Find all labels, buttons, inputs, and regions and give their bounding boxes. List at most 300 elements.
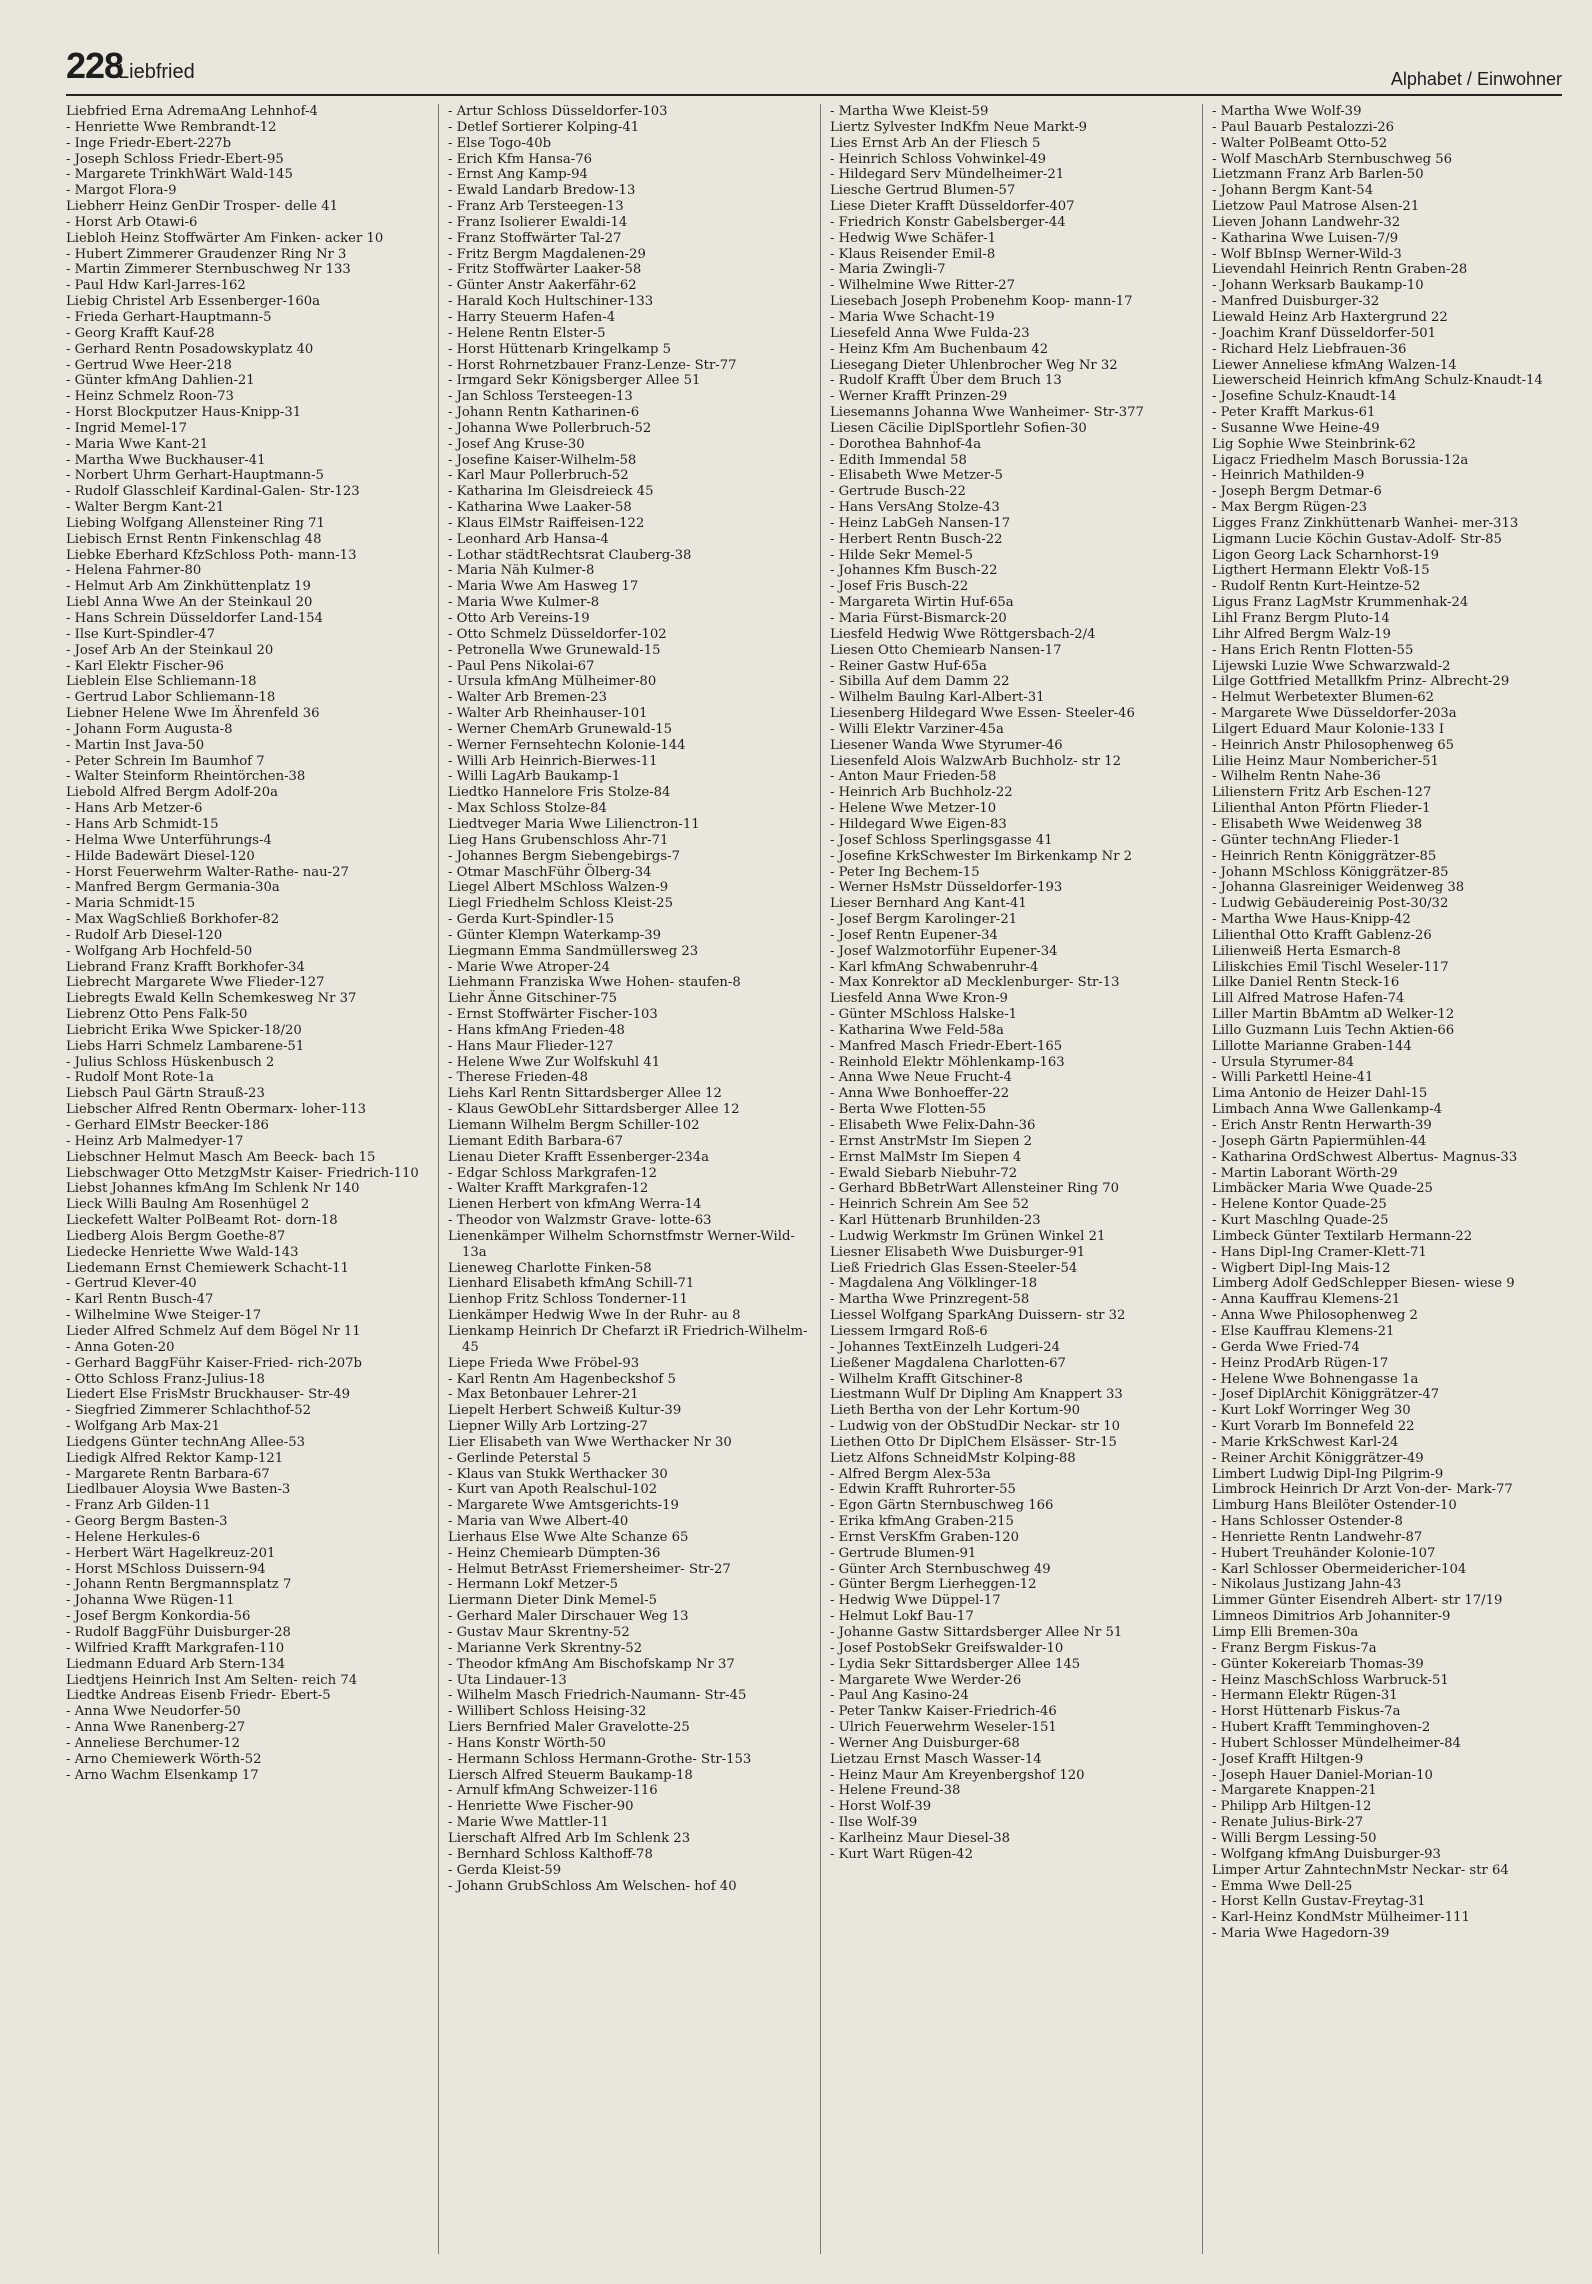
directory-entry: - Reinhold Elektr Möhlenkamp-163 — [830, 1054, 1065, 1070]
directory-entry: - Hans Erich Rentn Flotten-55 — [1212, 642, 1414, 658]
column-3 — [830, 104, 1194, 2264]
directory-entry: Ligon Georg Lack Scharnhorst-19 — [1212, 547, 1440, 563]
directory-entry: - Horst MSchloss Duissern-94 — [66, 1561, 266, 1577]
directory-entry: - Margarete Wwe Amtsgerichts-19 — [448, 1498, 679, 1514]
directory-entry: - Anton Maur Frieden-58 — [830, 769, 997, 785]
directory-entry: - Franz Isolierer Ewaldi-14 — [448, 214, 628, 230]
directory-entry: Liesen Otto Chemiearb Nansen-17 — [830, 642, 1062, 658]
directory-entry: - Rudolf BaggFühr Duisburger-28 — [66, 1625, 291, 1640]
directory-entry: - Hans Arb Schmidt-15 — [66, 816, 219, 832]
column-divider — [820, 104, 821, 2254]
directory-entry: - Hilde Badewärt Diesel-120 — [66, 848, 255, 864]
directory-entry: Liesen Cäcilie DiplSportlehr Sofien-30 — [830, 420, 1087, 436]
directory-entry: - Uta Lindauer-13 — [448, 1672, 567, 1688]
directory-entry: Lienkämper Hedwig Wwe In der Ruhr- au 8 — [448, 1308, 741, 1324]
directory-entry: Liebherr Heinz GenDir Trosper- delle 41 — [66, 199, 339, 215]
directory-entry: - Reiner Archit Königgrätzer-49 — [1212, 1450, 1424, 1466]
directory-entry: Liehmann Franziska Wwe Hohen- staufen-8 — [448, 975, 741, 991]
directory-entry: - Arno Chemiewerk Wörth-52 — [66, 1751, 262, 1767]
directory-entry: Liedmann Eduard Arb Stern-134 — [66, 1656, 286, 1672]
directory-entry: - Gertrud Labor Schliemann-18 — [66, 690, 276, 706]
directory-entry: Lilgert Eduard Maur Kolonie-133 I — [1212, 721, 1445, 737]
directory-entry: - Martha Wwe Wolf-39 — [1212, 104, 1362, 119]
directory-entry: - Ewald Landarb Bredow-13 — [448, 183, 636, 199]
directory-entry: Lieth Bertha von der Lehr Kortum-90 — [830, 1403, 1081, 1419]
directory-entry: - Elisabeth Wwe Felix-Dahn-36 — [830, 1118, 1036, 1133]
directory-entry: - Hans Maur Flieder-127 — [448, 1038, 614, 1054]
directory-entry: - Erich Anstr Rentn Herwarth-39 — [1212, 1118, 1432, 1133]
directory-entry: Liedigk Alfred Rektor Kamp-121 — [66, 1450, 284, 1466]
directory-entry: Lijewski Luzie Wwe Schwarzwald-2 — [1212, 658, 1451, 674]
directory-entry: - Ernst MalMstr Im Siepen 4 — [830, 1149, 1022, 1165]
directory-entry: Lilke Daniel Rentn Steck-16 — [1212, 975, 1400, 991]
directory-entry: - Johann Rentn Bergmannsplatz 7 — [66, 1577, 292, 1593]
directory-entry: - Helene Freund-38 — [830, 1783, 961, 1799]
directory-entry: - Klaus van Stukk Werthacker 30 — [448, 1466, 668, 1482]
directory-entry: - Gerhard BaggFühr Kaiser-Fried- rich-207b — [66, 1355, 362, 1371]
directory-entry: Lillo Guzmann Luis Techn Aktien-66 — [1212, 1022, 1455, 1038]
directory-entry: - Hans Schlosser Ostender-8 — [1212, 1514, 1403, 1530]
directory-entry: - Heinrich Schloss Vohwinkel-49 — [830, 151, 1047, 167]
header-rule — [66, 94, 1562, 96]
column-2 — [448, 104, 812, 2264]
directory-entry: - Arno Wachm Elsenkamp 17 — [66, 1767, 259, 1783]
directory-entry: - Egon Gärtn Sternbuschweg 166 — [830, 1498, 1054, 1514]
directory-entry: Liesenfeld Alois WalzwArb Buchholz- str 12 — [830, 753, 1122, 769]
directory-entry: - Gerlinde Peterstal 5 — [448, 1450, 591, 1466]
directory-entry: Liessel Wolfgang SparkAng Duissern- str 32 — [830, 1308, 1126, 1324]
directory-entry: - Ernst AnstrMstr Im Siepen 2 — [830, 1133, 1033, 1149]
directory-entry: - Peter Krafft Markus-61 — [1212, 405, 1376, 421]
directory-entry: Liepner Willy Arb Lortzing-27 — [448, 1419, 648, 1435]
directory-entry: Lienen Herbert von kfmAng Werra-14 — [448, 1197, 702, 1213]
directory-entry: Lietzow Paul Matrose Alsen-21 — [1212, 199, 1420, 215]
directory-entry: Liedtko Hannelore Fris Stolze-84 — [448, 785, 671, 801]
directory-entry: - Willibert Schloss Heising-32 — [448, 1704, 647, 1720]
directory-entry: - Friedrich Konstr Gabelsberger-44 — [830, 214, 1066, 230]
directory-entry: Lilie Heinz Maur Nombericher-51 — [1212, 753, 1439, 769]
directory-entry: - Harry Steuerm Hafen-4 — [448, 309, 616, 325]
directory-entry: - Erich Kfm Hansa-76 — [448, 151, 593, 167]
directory-entry: - Katharina OrdSchwest Albertus- Magnus-33 — [1212, 1149, 1518, 1165]
directory-entry: - Klaus ElMstr Raiffeisen-122 — [448, 515, 645, 531]
directory-entry: - Helene Wwe Bohnengasse 1a — [1212, 1371, 1419, 1387]
directory-entry: Liebregts Ewald Kelln Schemkesweg Nr 37 — [66, 991, 357, 1007]
directory-entry: - Horst Wolf-39 — [830, 1799, 932, 1815]
directory-entry: - Herbert Wärt Hagelkreuz-201 — [66, 1545, 276, 1561]
directory-entry: Liewerscheid Heinrich kfmAng Schulz-Knaudt-14 — [1212, 373, 1543, 389]
directory-entry: - Ernst Ang Kamp-94 — [448, 167, 588, 183]
directory-entry: Lies Ernst Arb An der Fliesch 5 — [830, 135, 1041, 151]
directory-entry: Liebst Johannes kfmAng Im Schlenk Nr 140 — [66, 1181, 360, 1197]
directory-entry: - Wolfgang Arb Max-21 — [66, 1419, 221, 1435]
directory-entry: - Helene Herkules-6 — [66, 1529, 201, 1545]
directory-entry: - Peter Tankw Kaiser-Friedrich-46 — [830, 1704, 1057, 1720]
directory-entry: - Günter Arch Sternbuschweg 49 — [830, 1561, 1051, 1577]
directory-entry: - Otto Schmelz Düsseldorfer-102 — [448, 626, 667, 642]
directory-entry: - Hermann Schloss Hermann-Grothe- Str-153 — [448, 1751, 752, 1767]
directory-entry: Lierschaft Alfred Arb Im Schlenk 23 — [448, 1830, 691, 1846]
directory-entry: Liebold Alfred Bergm Adolf-20a — [66, 785, 278, 801]
directory-entry: - Johann Werksarb Baukamp-10 — [1212, 278, 1424, 294]
directory-entry: Limp Elli Bremen-30a — [1212, 1625, 1359, 1640]
directory-entry: Liegl Friedhelm Schloss Kleist-25 — [448, 896, 673, 912]
directory-entry: - Helmut Arb Am Zinkhüttenplatz 19 — [66, 579, 311, 595]
directory-entry: - Georg Krafft Kauf-28 — [66, 325, 215, 341]
directory-entry: - Hubert Schlosser Mündelheimer-84 — [1212, 1735, 1461, 1751]
directory-entry: Liebner Helene Wwe Im Ährenfeld 36 — [66, 706, 320, 722]
directory-entry: - Henriette Wwe Rembrandt-12 — [66, 119, 277, 135]
directory-entry: Lillotte Marianne Graben-144 — [1212, 1038, 1412, 1054]
directory-entry: Liebig Christel Arb Essenberger-160a — [66, 294, 320, 310]
directory-entry: - Margarete Knappen-21 — [1212, 1783, 1377, 1799]
directory-entry: - Werner HsMstr Düsseldorfer-193 — [830, 880, 1063, 896]
directory-entry: Liepe Frieda Wwe Fröbel-93 — [448, 1355, 640, 1371]
page-heading: Liebfried — [118, 61, 195, 83]
directory-entry: - Gertrude Blumen-91 — [830, 1545, 977, 1561]
directory-entry: - Willi Elektr Varziner-45a — [830, 721, 1004, 737]
directory-entry: - Susanne Wwe Heine-49 — [1212, 420, 1380, 436]
directory-entry: - Wilhelmine Wwe Steiger-17 — [66, 1308, 262, 1324]
directory-entry: - Günter technAng Flieder-1 — [1212, 832, 1401, 848]
directory-entry: - Martha Wwe Haus-Knipp-42 — [1212, 912, 1411, 928]
directory-entry: - Franz Stoffwärter Tal-27 — [448, 230, 622, 246]
column-divider — [1202, 104, 1203, 2254]
directory-entry: - Anna Wwe Philosophenweg 2 — [1212, 1308, 1418, 1324]
directory-entry: - Hilde Sekr Memel-5 — [830, 547, 974, 563]
directory-entry: Liestmann Wulf Dr Dipling Am Knappert 33 — [830, 1387, 1123, 1403]
directory-entry: - Josef PostobSekr Greifswalder-10 — [830, 1640, 1064, 1656]
directory-entry: - Kurt van Apoth Realschul-102 — [448, 1482, 658, 1498]
directory-entry: - Julius Schloss Hüskenbusch 2 — [66, 1054, 275, 1070]
directory-entry: Lilienthal Otto Krafft Gablenz-26 — [1212, 927, 1432, 943]
directory-entry: - Anna Wwe Neudorfer-50 — [66, 1704, 241, 1720]
directory-entry: - Günter Kokereiarb Thomas-39 — [1212, 1656, 1424, 1672]
directory-entry: - Rudolf Rentn Kurt-Heintze-52 — [1212, 579, 1421, 595]
directory-entry: - Katharina Im Gleisdreieck 45 — [448, 484, 654, 500]
directory-entry: - Edith Immendal 58 — [830, 452, 967, 468]
directory-entry: Liesegang Dieter Uhlenbrocher Weg Nr 32 — [830, 357, 1118, 373]
directory-entry: Lig Sophie Wwe Steinbrink-62 — [1212, 436, 1416, 452]
directory-entry: - Martin Laborant Wörth-29 — [1212, 1165, 1398, 1181]
directory-entry: - Bernhard Schloss Kalthoff-78 — [448, 1846, 653, 1862]
directory-entry: - Fritz Stoffwärter Laaker-58 — [448, 262, 642, 278]
directory-entry: - Katharina Wwe Feld-58a — [830, 1022, 1004, 1038]
directory-entry: - Helene Kontor Quade-25 — [1212, 1197, 1387, 1213]
directory-entry: Lienenkämper Wilhelm Schornstfmstr Werner-Wild-13a — [448, 1228, 795, 1260]
directory-entry: Limper Artur ZahntechnMstr Neckar- str 64 — [1212, 1862, 1509, 1878]
directory-entry: - Günter Bergm Lierheggen-12 — [830, 1577, 1037, 1593]
directory-entry: - Franz Arb Tersteegen-13 — [448, 199, 624, 215]
directory-entry: - Fritz Bergm Magdalenen-29 — [448, 246, 646, 262]
directory-entry: - Artur Schloss Düsseldorfer-103 — [448, 104, 668, 119]
directory-entry: - Heinz Maur Am Kreyenbergshof 120 — [830, 1767, 1085, 1783]
directory-entry: - Gerhard Maler Dirschauer Weg 13 — [448, 1609, 689, 1625]
directory-entry: Ligmann Lucie Köchin Gustav-Adolf- Str-85 — [1212, 531, 1502, 547]
directory-entry: - Gerda Kleist-59 — [448, 1862, 562, 1878]
directory-entry: Ligacz Friedhelm Masch Borussia-12a — [1212, 452, 1469, 468]
page-number: 228 — [66, 45, 124, 86]
directory-entry: Lihl Franz Bergm Pluto-14 — [1212, 611, 1390, 626]
directory-entry: - Gerhard Rentn Posadowskyplatz 40 — [66, 341, 314, 357]
directory-entry: - Wilhelm Rentn Nahe-36 — [1212, 769, 1381, 785]
directory-entry: Lienau Dieter Krafft Essenberger-234a — [448, 1149, 709, 1165]
directory-entry: - Anneliese Berchumer-12 — [66, 1735, 240, 1751]
directory-entry: - Sibilla Auf dem Damm 22 — [830, 674, 1010, 690]
directory-entry: - Irmgard Sekr Königsberger Allee 51 — [448, 373, 701, 389]
directory-entry: Liesfeld Hedwig Wwe Röttgersbach-2/4 — [830, 626, 1096, 642]
directory-entry: - Ingrid Memel-17 — [66, 420, 188, 436]
directory-entry: Lienhard Elisabeth kfmAng Schill-71 — [448, 1276, 695, 1292]
directory-entry: Lilienthal Anton Pförtn Flieder-1 — [1212, 801, 1431, 817]
directory-entry: Liewald Heinz Arb Haxtergrund 22 — [1212, 309, 1448, 325]
directory-entry: - Ursula kfmAng Mülheimer-80 — [448, 674, 657, 690]
directory-entry: Limburg Hans Bleilöter Ostender-10 — [1212, 1498, 1457, 1514]
directory-entry: - Hans kfmAng Frieden-48 — [448, 1022, 625, 1038]
directory-entry: - Helena Fahrner-80 — [66, 563, 202, 579]
directory-entry: Lilge Gottfried Metallkfm Prinz- Albrecht-29 — [1212, 674, 1510, 690]
directory-entry: - Gerda Kurt-Spindler-15 — [448, 912, 615, 928]
directory-entry: - Erika kfmAng Graben-215 — [830, 1514, 1014, 1530]
directory-entry: - Norbert Uhrm Gerhart-Hauptmann-5 — [66, 468, 324, 484]
directory-entry: Liessem Irmgard Roß-6 — [830, 1323, 988, 1339]
directory-entry: - Philipp Arb Hiltgen-12 — [1212, 1799, 1372, 1815]
directory-entry: - Johann Bergm Kant-54 — [1212, 183, 1374, 199]
directory-entry: - Werner Ang Duisburger-68 — [830, 1735, 1020, 1751]
directory-entry: Liedgens Günter technAng Allee-53 — [66, 1434, 305, 1450]
directory-entry: Liertz Sylvester IndKfm Neue Markt-9 — [830, 119, 1088, 135]
directory-entry: Liesener Wanda Wwe Styrumer-46 — [830, 737, 1063, 753]
directory-entry: - Petronella Wwe Grunewald-15 — [448, 642, 661, 658]
column-divider — [438, 104, 439, 2254]
directory-entry: - Johanna Glasreiniger Weidenweg 38 — [1212, 880, 1465, 896]
directory-entry: - Günter Anstr Aakerfähr-62 — [448, 278, 637, 294]
directory-columns — [66, 104, 1562, 2264]
directory-entry: Liers Bernfried Maler Gravelotte-25 — [448, 1720, 690, 1736]
directory-entry: - Wilfried Krafft Markgrafen-110 — [66, 1640, 285, 1656]
directory-entry: - Harald Koch Hultschiner-133 — [448, 294, 654, 310]
directory-entry: - Karl Rentn Am Hagenbeckshof 5 — [448, 1371, 676, 1387]
directory-entry: - Manfred Masch Friedr-Ebert-165 — [830, 1038, 1063, 1054]
column-1 — [66, 104, 430, 2264]
directory-entry: - Walter Bergm Kant-21 — [66, 500, 225, 516]
directory-entry: - Helene Wwe Zur Wolfskuhl 41 — [448, 1054, 661, 1070]
directory-entry: - Anna Wwe Ranenberg-27 — [66, 1720, 246, 1736]
directory-entry: Liebrenz Otto Pens Falk-50 — [66, 1007, 248, 1023]
directory-entry: - Helmut Werbetexter Blumen-62 — [1212, 690, 1435, 706]
directory-entry: Lieneweg Charlotte Finken-58 — [448, 1260, 652, 1276]
directory-entry: Liehr Änne Gitschiner-75 — [448, 991, 618, 1007]
directory-entry: - Gerda Wwe Fried-74 — [1212, 1339, 1360, 1355]
directory-entry: - Hubert Treuhänder Kolonie-107 — [1212, 1545, 1436, 1561]
directory-entry: Liersch Alfred Steuerm Baukamp-18 — [448, 1767, 693, 1783]
directory-entry: - Maria Wwe Kant-21 — [66, 436, 209, 452]
directory-entry: - Johannes Kfm Busch-22 — [830, 563, 998, 579]
directory-entry: - Margareta Wirtin Huf-65a — [830, 595, 1014, 611]
directory-entry: - Josef Schloss Sperlingsgasse 41 — [830, 832, 1053, 848]
directory-entry: - Heinrich Mathilden-9 — [1212, 468, 1365, 484]
directory-entry: - Ludwig Gebäudereinig Post-30/32 — [1212, 896, 1449, 912]
directory-entry: - Wilhelmine Wwe Ritter-27 — [830, 278, 1016, 294]
directory-entry: - Wolf MaschArb Sternbuschweg 56 — [1212, 151, 1453, 167]
directory-entry: - Gustav Maur Skrentny-52 — [448, 1625, 630, 1640]
directory-entry: - Marianne Verk Skrentny-52 — [448, 1640, 643, 1656]
directory-entry: - Katharina Wwe Luisen-7/9 — [1212, 230, 1399, 246]
directory-entry: - Georg Bergm Basten-3 — [66, 1514, 228, 1530]
directory-entry: - Wolfgang kfmAng Duisburger-93 — [1212, 1846, 1441, 1862]
directory-entry: Ließ Friedrich Glas Essen-Steeler-54 — [830, 1260, 1078, 1276]
directory-entry: - Heinz Kfm Am Buchenbaum 42 — [830, 341, 1049, 357]
directory-entry: - Rudolf Glasschleif Kardinal-Galen- Str-123 — [66, 484, 360, 500]
directory-entry: - Willi Arb Heinrich-Bierwes-11 — [448, 753, 658, 769]
directory-entry: - Johann Rentn Katharinen-6 — [448, 405, 640, 421]
directory-entry: - Helma Wwe Unterführungs-4 — [66, 832, 272, 848]
directory-entry: - Anna Kauffrau Klemens-21 — [1212, 1292, 1401, 1308]
directory-entry: - Alfred Bergm Alex-53a — [830, 1466, 991, 1482]
directory-entry: Liedberg Alois Bergm Goethe-87 — [66, 1228, 286, 1244]
directory-entry: Lieg Hans Grubenschloss Ahr-71 — [448, 832, 669, 848]
directory-entry: - Horst Rohrnetzbauer Franz-Lenze- Str-77 — [448, 357, 737, 373]
directory-entry: - Wigbert Dipl-Ing Mais-12 — [1212, 1260, 1391, 1276]
directory-entry: Limbrock Heinrich Dr Arzt Von-der- Mark-77 — [1212, 1482, 1513, 1498]
directory-entry: - Karl-Heinz KondMstr Mülheimer-111 — [1212, 1910, 1470, 1926]
directory-entry: - Peter Ing Bechem-15 — [830, 864, 980, 880]
directory-entry: Liedtveger Maria Wwe Lilienctron-11 — [448, 816, 700, 832]
directory-entry: - Marie KrkSchwest Karl-24 — [1212, 1434, 1399, 1450]
directory-entry: - Max Konrektor aD Mecklenburger- Str-13 — [830, 975, 1120, 991]
directory-entry: - Edgar Schloss Markgrafen-12 — [448, 1165, 657, 1181]
directory-entry: Liegmann Emma Sandmüllersweg 23 — [448, 943, 699, 959]
directory-entry: - Hans Dipl-Ing Cramer-Klett-71 — [1212, 1244, 1427, 1260]
directory-entry: - Rudolf Arb Diesel-120 — [66, 927, 223, 943]
directory-entry: - Werner ChemArb Grunewald-15 — [448, 721, 673, 737]
directory-entry: - Manfred Duisburger-32 — [1212, 294, 1380, 310]
directory-entry: - Margarete Wwe Werder-26 — [830, 1672, 1022, 1688]
directory-entry: - Hermann Lokf Metzer-5 — [448, 1577, 619, 1593]
directory-entry: - Heinrich Schrein Am See 52 — [830, 1197, 1030, 1213]
directory-entry: Liebloh Heinz Stoffwärter Am Finken- acker 10 — [66, 230, 384, 246]
directory-entry: - Gerhard BbBetrWart Allensteiner Ring 70 — [830, 1181, 1120, 1197]
directory-entry: - Maria Näh Kulmer-8 — [448, 563, 595, 579]
directory-entry: - Hedwig Wwe Düppel-17 — [830, 1593, 1001, 1609]
directory-entry: - Max WagSchließ Borkhofer-82 — [66, 912, 280, 928]
directory-entry: - Karl Elektr Fischer-96 — [66, 658, 224, 674]
directory-entry: - Karl Hüttenarb Brunhilden-23 — [830, 1213, 1041, 1229]
directory-entry: Liebsch Paul Gärtn Strauß-23 — [66, 1086, 265, 1102]
directory-entry: - Wolfgang Arb Hochfeld-50 — [66, 943, 253, 959]
directory-entry: - Maria Fürst-Bismarck-20 — [830, 611, 1007, 626]
directory-entry: Liebs Harri Schmelz Lambarene-51 — [66, 1038, 305, 1054]
directory-entry: - Johann GrubSchloss Am Welschen- hof 40 — [448, 1878, 737, 1894]
directory-entry: Lievendahl Heinrich Rentn Graben-28 — [1212, 262, 1468, 278]
directory-entry: - Gertrud Wwe Heer-218 — [66, 357, 232, 373]
directory-entry: Liepelt Herbert Schweiß Kultur-39 — [448, 1403, 682, 1419]
directory-entry: - Ernst VersKfm Graben-120 — [830, 1529, 1020, 1545]
directory-entry: - Ilse Wolf-39 — [830, 1815, 918, 1831]
directory-entry: - Theodor von Walzmstr Grave- lotte-63 — [448, 1213, 712, 1229]
directory-entry: - Otto Arb Vereins-19 — [448, 611, 590, 626]
directory-entry: Liebing Wolfgang Allensteiner Ring 71 — [66, 515, 325, 531]
directory-entry: - Frieda Gerhart-Hauptmann-5 — [66, 309, 272, 325]
directory-entry: - Manfred Bergm Germania-30a — [66, 880, 280, 896]
directory-entry: Liedecke Henriette Wwe Wald-143 — [66, 1244, 299, 1260]
directory-entry: - Heinz Schmelz Roon-73 — [66, 389, 234, 405]
directory-entry: - Heinz ProdArb Rügen-17 — [1212, 1355, 1389, 1371]
directory-entry: Lieser Bernhard Ang Kant-41 — [830, 896, 1027, 912]
directory-entry: Lietz Alfons SchneidMstr Kolping-88 — [830, 1450, 1076, 1466]
directory-entry: - Margarete Rentn Barbara-67 — [66, 1466, 270, 1482]
directory-entry: - Max Bergm Rügen-23 — [1212, 500, 1367, 516]
directory-entry: - Johann MSchloss Königgrätzer-85 — [1212, 864, 1449, 880]
directory-entry: - Dorothea Bahnhof-4a — [830, 436, 982, 452]
directory-entry: - Hans VersAng Stolze-43 — [830, 500, 1000, 516]
directory-entry: Liesebach Joseph Probenehm Koop- mann-17 — [830, 294, 1133, 310]
directory-entry: - Josef Arb An der Steinkaul 20 — [66, 642, 274, 658]
directory-entry: - Max Schloss Stolze-84 — [448, 801, 607, 817]
directory-entry: - Walter Arb Rheinhauser-101 — [448, 706, 648, 722]
directory-entry: - Hildegard Serv Mündelheimer-21 — [830, 167, 1065, 183]
directory-entry: - Wolf BbInsp Werner-Wild-3 — [1212, 246, 1402, 262]
directory-entry: - Werner Krafft Prinzen-29 — [830, 389, 1008, 405]
directory-entry: Liedtjens Heinrich Inst Am Selten- reich 74 — [66, 1672, 358, 1688]
directory-entry: Lier Elisabeth van Wwe Werthacker Nr 30 — [448, 1434, 732, 1450]
directory-entry: - Johann Form Augusta-8 — [66, 721, 233, 737]
directory-entry: - Joseph Hauer Daniel-Morian-10 — [1212, 1767, 1433, 1783]
directory-entry: - Maria Zwingli-7 — [830, 262, 946, 278]
directory-entry: - Wilhelm Krafft Gitschiner-8 — [830, 1371, 1023, 1387]
directory-entry: Limbeck Günter Textilarb Hermann-22 — [1212, 1228, 1473, 1244]
directory-entry: - Horst Arb Otawi-6 — [66, 214, 198, 230]
directory-entry: - Kurt Wart Rügen-42 — [830, 1846, 973, 1862]
directory-entry: - Herbert Rentn Busch-22 — [830, 531, 1003, 547]
directory-entry: - Maria Wwe Am Hasweg 17 — [448, 579, 639, 595]
directory-entry: - Emma Wwe Dell-25 — [1212, 1878, 1353, 1894]
directory-entry: Lilienweiß Herta Esmarch-8 — [1212, 943, 1401, 959]
directory-entry: - Willi Parkettl Heine-41 — [1212, 1070, 1374, 1086]
directory-entry: - Marie Wwe Atroper-24 — [448, 959, 610, 975]
directory-entry: Liedtke Andreas Eisenb Friedr- Ebert-5 — [66, 1688, 331, 1704]
directory-entry: - Karl kfmAng Schwabenruhr-4 — [830, 959, 1039, 975]
directory-entry: - Heinrich Anstr Philosophenweg 65 — [1212, 737, 1455, 753]
directory-entry: - Johanne Gastw Sittardsberger Allee Nr 51 — [830, 1625, 1123, 1640]
directory-entry: - Richard Helz Liebfrauen-36 — [1212, 341, 1407, 357]
directory-entry: - Paul Pens Nikolai-67 — [448, 658, 595, 674]
directory-entry: - Rudolf Mont Rote-1a — [66, 1070, 214, 1086]
directory-entry: - Horst Hüttenarb Fiskus-7a — [1212, 1704, 1401, 1720]
directory-entry: - Leonhard Arb Hansa-4 — [448, 531, 609, 547]
directory-entry: - Jan Schloss Tersteegen-13 — [448, 389, 633, 405]
directory-entry: - Walter Steinform Rheintörchen-38 — [66, 769, 306, 785]
directory-entry: - Ernst Stoffwärter Fischer-103 — [448, 1007, 658, 1023]
directory-entry: Liliskchies Emil Tischl Weseler-117 — [1212, 959, 1449, 975]
directory-entry: - Franz Bergm Fiskus-7a — [1212, 1640, 1377, 1656]
directory-entry: Lieven Johann Landwehr-32 — [1212, 214, 1401, 230]
directory-entry: - Magdalena Ang Völklinger-18 — [830, 1276, 1038, 1292]
directory-entry: - Wilhelm Baulng Karl-Albert-31 — [830, 690, 1045, 706]
directory-entry: Limberg Adolf GedSchlepper Biesen- wiese 9 — [1212, 1276, 1515, 1292]
directory-entry: - Hans Schrein Düsseldorfer Land-154 — [66, 611, 324, 626]
directory-entry: - Horst Kelln Gustav-Freytag-31 — [1212, 1894, 1426, 1910]
column-4 — [1212, 104, 1576, 2264]
directory-entry: Liebke Eberhard KfzSchloss Poth- mann-13 — [66, 547, 357, 563]
directory-entry: Liehs Karl Rentn Sittardsberger Allee 12 — [448, 1086, 722, 1102]
directory-entry: - Lydia Sekr Sittardsberger Allee 145 — [830, 1656, 1081, 1672]
directory-entry: - Martin Zimmerer Sternbuschweg Nr 133 — [66, 262, 351, 278]
directory-entry: Liller Martin BbAmtm aD Welker-12 — [1212, 1007, 1455, 1023]
directory-entry: - Josef Ang Kruse-30 — [448, 436, 585, 452]
directory-entry: - Kurt Vorarb Im Bonnefeld 22 — [1212, 1419, 1415, 1435]
directory-entry: - Reiner Gastw Huf-65a — [830, 658, 987, 674]
